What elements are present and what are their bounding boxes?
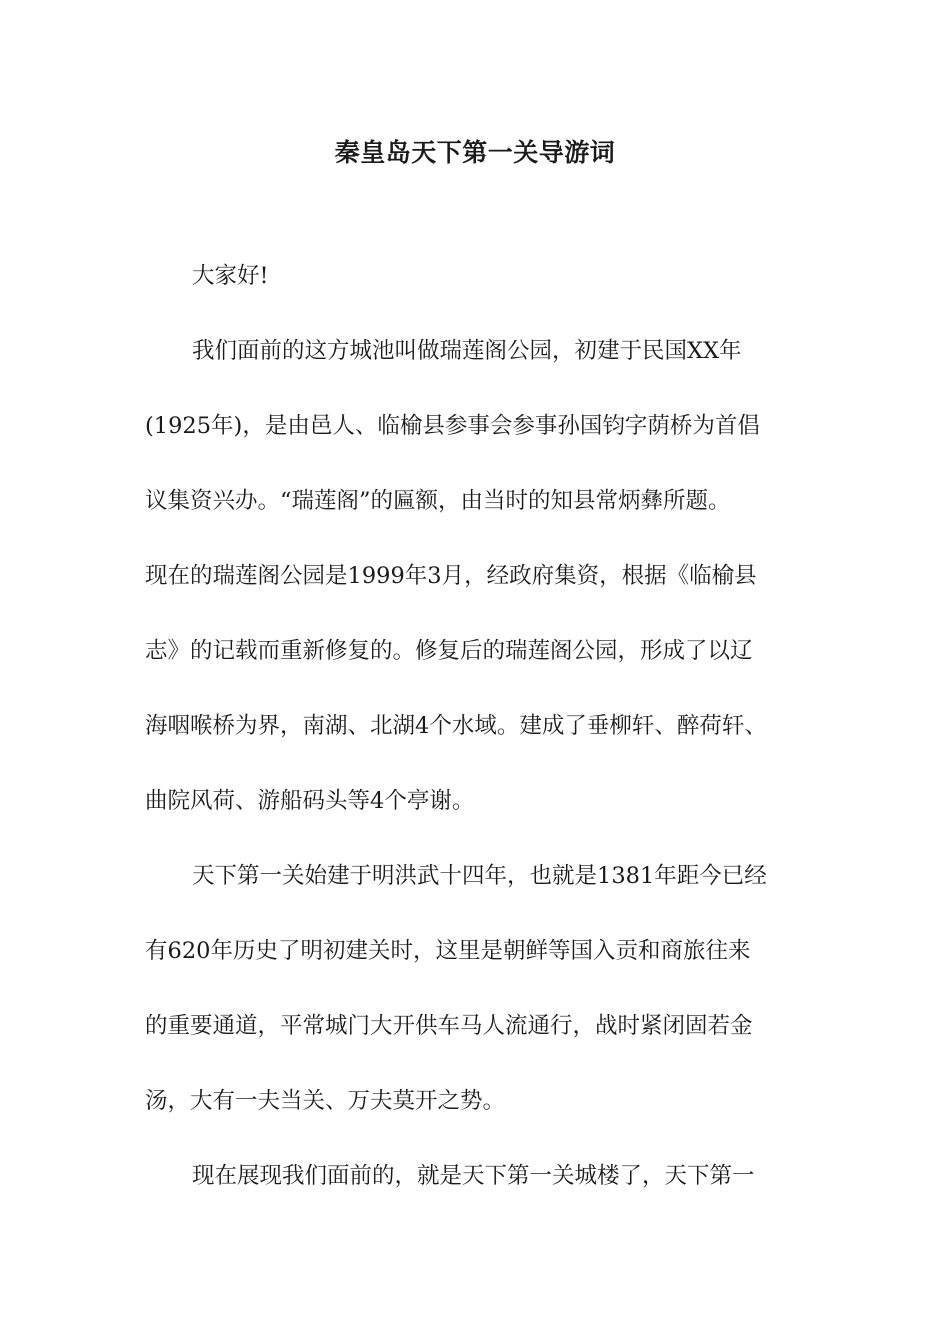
- paragraph-line: 有620年历史了明初建关时，这里是朝鲜等国入贡和商旅往来: [145, 938, 751, 964]
- paragraph-greeting: 大家好!: [192, 263, 269, 289]
- paragraph-line: 天下第一关始建于明洪武十四年，也就是1381年距今已经: [192, 863, 767, 889]
- paragraph-line: (1925年)，是由邑人、临榆县参事会参事孙国钧字荫桥为首倡: [145, 413, 760, 439]
- document-title: 秦皇岛天下第一关导游词: [334, 138, 616, 167]
- paragraph-line: 志》的记载而重新修复的。修复后的瑞莲阁公园，形成了以辽: [145, 638, 753, 664]
- paragraph-line: 议集资兴办。“瑞莲阁”的匾额，由当时的知县常炳彝所题。: [145, 488, 731, 514]
- paragraph-line: 的重要通道，平常城门大开供车马人流通行，战时紧闭固若金: [145, 1013, 753, 1039]
- paragraph-line: 我们面前的这方城池叫做瑞莲阁公园，初建于民国XX年: [192, 338, 742, 364]
- paragraph-line: 海咽喉桥为界，南湖、北湖4个水域。建成了垂柳轩、醉荷轩、: [145, 713, 767, 739]
- paragraph-line: 曲院风荷、游船码头等4个亭谢。: [145, 788, 475, 814]
- paragraph-line: 现在展现我们面前的，就是天下第一关城楼了，天下第一: [192, 1163, 755, 1189]
- paragraph-line: 汤，大有一夫当关、万夫莫开之势。: [145, 1088, 506, 1114]
- paragraph-line: 现在的瑞莲阁公园是1999年3月，经政府集资，根据《临榆县: [145, 563, 757, 589]
